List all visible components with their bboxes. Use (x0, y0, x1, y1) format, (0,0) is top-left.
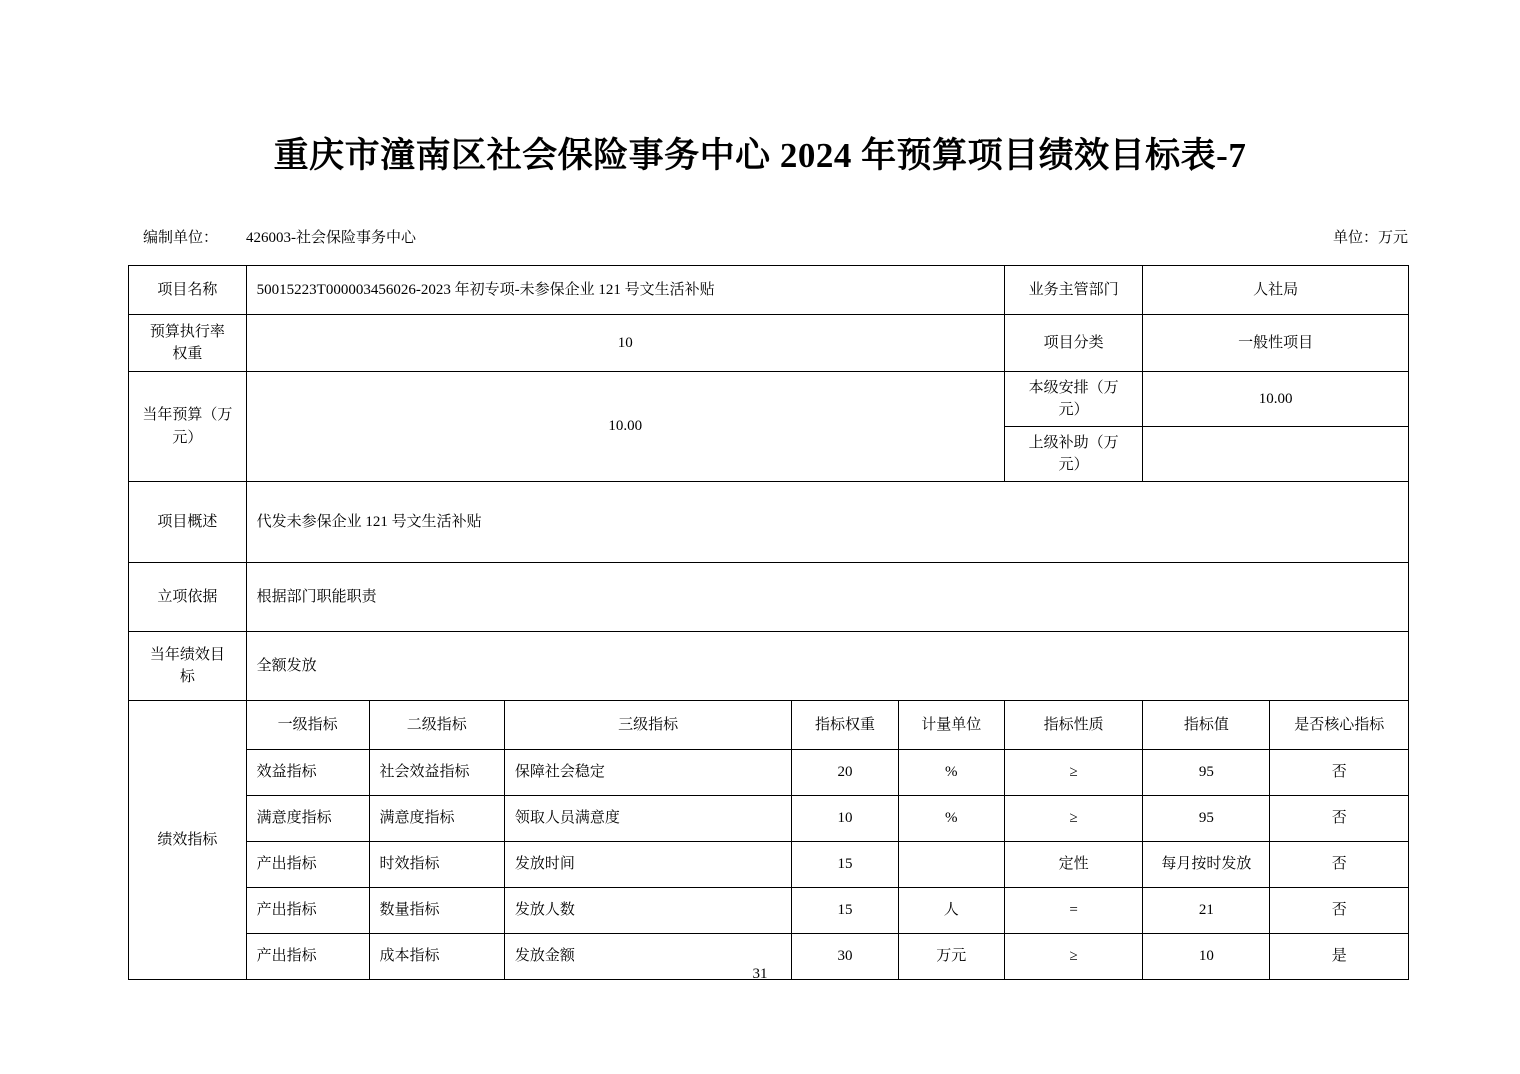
cell-indicator-weight: 15 (792, 888, 898, 934)
basis-value: 根据部门职能职责 (246, 563, 1408, 632)
cell-tertiary-indicator: 发放人数 (504, 888, 791, 934)
table-row-indicator-headers (129, 701, 1409, 750)
cell-indicator-nature: ≥ (1004, 934, 1143, 980)
dept-label: 业务主管部门 (1004, 266, 1143, 315)
cell-indicator-nature: ≥ (1004, 750, 1143, 796)
year-goal-label-line2: 标 (179, 669, 195, 685)
exec-rate-label (129, 315, 247, 372)
upper-subsidy-value (1143, 427, 1409, 482)
cell-is-core: 否 (1270, 842, 1409, 888)
project-name-value: 50015223T000003456026-2023 年初专项-未参保企业 121 号文生活补贴 (246, 266, 1004, 315)
cell-is-core: 否 (1270, 750, 1409, 796)
cell-tertiary-indicator: 保障社会稳定 (504, 750, 791, 796)
year-goal-label-line1: 当年绩效目 (149, 646, 225, 663)
exec-rate-label-line1: 预算执行率 (149, 323, 225, 340)
cell-indicator-value: 每月按时发放 (1143, 842, 1270, 888)
cell-is-core: 否 (1270, 796, 1409, 842)
header-secondary-indicator: 二级指标 (369, 701, 504, 750)
compiler-value: 426003-社会保险事务中心 (246, 230, 417, 246)
upper-subsidy-label (1004, 427, 1143, 482)
year-goal-value: 全额发放 (246, 632, 1408, 701)
cell-tertiary-indicator: 领取人员满意度 (504, 796, 791, 842)
table-row-basis (129, 563, 1409, 632)
cell-primary-indicator: 满意度指标 (246, 796, 369, 842)
project-name-label: 项目名称 (129, 266, 247, 315)
cell-secondary-indicator: 满意度指标 (369, 796, 504, 842)
cell-indicator-nature: = (1004, 888, 1143, 934)
header-indicator-nature: 指标性质 (1004, 701, 1143, 750)
cell-indicator-value: 21 (1143, 888, 1270, 934)
overview-label: 项目概述 (129, 482, 247, 563)
cell-indicator-nature: ≥ (1004, 796, 1143, 842)
header-primary-indicator: 一级指标 (246, 701, 369, 750)
local-arrange-value: 10.00 (1143, 372, 1409, 427)
cell-measure-unit: 人 (898, 888, 1004, 934)
current-budget-label-line1: 当年预算（万 (142, 407, 233, 423)
meta-row (143, 226, 1408, 247)
table-row-exec-rate (129, 315, 1409, 372)
compiler-label: 编制单位： (143, 230, 219, 246)
local-arrange-label-line2: 元） (1058, 402, 1089, 418)
category-label: 项目分类 (1004, 315, 1143, 372)
unit-label: 单位：万元 (1332, 230, 1408, 246)
page-title: 重庆市潼南区社会保险事务中心 2024 年预算项目绩效目标表-7 (273, 136, 1247, 175)
cell-indicator-value: 95 (1143, 796, 1270, 842)
cell-is-core: 否 (1270, 888, 1409, 934)
header-is-core: 是否核心指标 (1270, 701, 1409, 750)
overview-value: 代发未参保企业 121 号文生活补贴 (246, 482, 1408, 563)
cell-measure-unit: % (898, 750, 1004, 796)
cell-measure-unit: 万元 (898, 934, 1004, 980)
compiler-info (143, 226, 416, 247)
cell-tertiary-indicator: 发放金额 (504, 934, 791, 980)
table-row-overview (129, 482, 1409, 563)
cell-indicator-value: 95 (1143, 750, 1270, 796)
table-row (129, 888, 1409, 934)
header-measure-unit: 计量单位 (898, 701, 1004, 750)
cell-measure-unit: % (898, 796, 1004, 842)
table-row (129, 842, 1409, 888)
cell-primary-indicator: 产出指标 (246, 934, 369, 980)
cell-measure-unit (898, 842, 1004, 888)
cell-indicator-nature: 定性 (1004, 842, 1143, 888)
cell-is-core: 是 (1270, 934, 1409, 980)
cell-secondary-indicator: 数量指标 (369, 888, 504, 934)
exec-rate-value: 10 (246, 315, 1004, 372)
category-value: 一般性项目 (1143, 315, 1409, 372)
table-row (129, 796, 1409, 842)
upper-subsidy-label-line1: 上级补助（万 (1028, 434, 1119, 451)
table-row-project-name (129, 266, 1409, 315)
cell-secondary-indicator: 时效指标 (369, 842, 504, 888)
cell-secondary-indicator: 社会效益指标 (369, 750, 504, 796)
cell-indicator-weight: 20 (792, 750, 898, 796)
current-budget-value: 10.00 (246, 372, 1004, 482)
table-row (129, 750, 1409, 796)
header-indicator-value: 指标值 (1143, 701, 1270, 750)
header-tertiary-indicator: 三级指标 (504, 701, 791, 750)
dept-value: 人社局 (1143, 266, 1409, 315)
performance-goal-table (128, 265, 1409, 980)
exec-rate-label-line2: 权重 (172, 346, 203, 362)
cell-primary-indicator: 效益指标 (246, 750, 369, 796)
upper-subsidy-label-line2: 元） (1058, 457, 1089, 473)
current-budget-label (129, 372, 247, 482)
cell-primary-indicator: 产出指标 (246, 842, 369, 888)
current-budget-label-line2: 元） (172, 429, 203, 446)
cell-indicator-weight: 10 (792, 796, 898, 842)
header-indicator-weight: 指标权重 (792, 701, 898, 750)
cell-indicator-value: 10 (1143, 934, 1270, 980)
cell-tertiary-indicator: 发放时间 (504, 842, 791, 888)
local-arrange-label-line1: 本级安排（万 (1028, 379, 1119, 396)
table-row-current-budget (129, 372, 1409, 427)
cell-primary-indicator: 产出指标 (246, 888, 369, 934)
year-goal-label (129, 632, 247, 701)
page-number: 31 (752, 966, 768, 982)
performance-label: 绩效指标 (129, 701, 247, 980)
table-row-year-goal (129, 632, 1409, 701)
local-arrange-label (1004, 372, 1143, 427)
cell-secondary-indicator: 成本指标 (369, 934, 504, 980)
cell-indicator-weight: 15 (792, 842, 898, 888)
cell-indicator-weight: 30 (792, 934, 898, 980)
basis-label: 立项依据 (129, 563, 247, 632)
